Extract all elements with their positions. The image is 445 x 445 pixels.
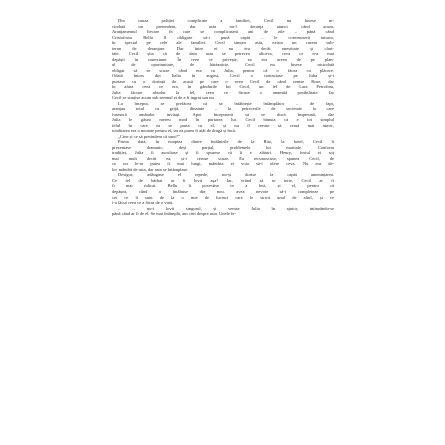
paragraph — [112, 206, 334, 217]
paragraph — [112, 18, 334, 101]
text-line: ul de oportunitate, de hărăznicie. Cecil nu fusese niciodată — [112, 62, 334, 68]
text-line: Odată întors din Italia în august, Cecil o contactase pe Julia și-i — [112, 73, 334, 79]
text-line: loc mândră de asta, dar asta se întâmplase. — [112, 166, 189, 172]
text-line: Din cauza poliției complicate a familiei, Cecil nu fusese ni- — [118, 18, 334, 23]
text-line: prezentase dramatic, deși parțial, problemele lui maritale. Conform — [112, 144, 334, 150]
text-line: purtase cu o dorință de acasă pe care o avea Cecil de când venise Rose, dar — [112, 78, 334, 84]
text-line: tate. Cecil știa că de data asta se petrecea altceva, ceva ce n-a mai — [112, 51, 334, 57]
text-line: în afara ceea ce era, în gândurile lui Cecil, un fel de Lara Petrofina, — [112, 84, 334, 90]
text-line: obligat să se scuze când era cu Julia, pentru că o făcea cu plăcere. — [112, 67, 334, 73]
text-line: Cristoforus Bellu îl obligase să-i pună capăt – le conveniseră tuturor, — [112, 34, 334, 40]
text-line: mai mult decât ea, și-i ceruse scuze. Ea recunoscuse, spunea Cecil, de — [112, 155, 334, 161]
text-line: i-a făcut ceea ce a făcut de o vină. — [112, 200, 174, 206]
body-text — [112, 18, 334, 217]
text-line: până când ar fi de el. Se mai întâmplă, am citit despre asta. Unele fe- — [112, 211, 236, 217]
text-line: fuseseră amândoi invitați. Apoi începuseră să se ducă împreună, dar — [112, 111, 334, 117]
text-line: aranjau totul cu grijă, dinainte – la petrecerile de societate la care — [112, 106, 334, 112]
text-line: ciodată un pretendent, dar asta nu-l deranja atunci când acum, — [112, 23, 334, 29]
text-line: depășea, când o întâlnise din nou, avea nevoie să-i completeze pe — [112, 188, 334, 194]
text-line: fi mai ridicat. Bellu îi povestise ce a fost, și el, pentru că — [112, 183, 334, 189]
text-line: – ... nu-i lovit singurul, și venise Julia în ajutor, intinzându-se — [118, 205, 334, 211]
text-line: Prima dată, în noaptea dintre întâlnirile de la Ritz, la hotel, Cecil îi — [118, 139, 334, 145]
text-line: depășit în conexiune. În ceea ce privește, ea era aceea de pe plan- — [112, 56, 334, 62]
text-line: totalitatea era o noutate pentru el, iar ea putea fi atât de dragă și încă. — [112, 128, 236, 134]
text-line: Desigur, adăugase el repede, nu-și dorise la capăt amenințarea. — [118, 172, 334, 178]
text-line: Aranjamentul fiecare în care se complicaseră ani de zile – până când — [112, 29, 334, 35]
text-line: Julia le găsea mereu mod în purtarea lui. Cecil bănuia că e tot simplul — [112, 117, 334, 123]
text-line: Julia făcuse absolut la fel, ceea ce făcuse o anumită posibilitate. Iar — [112, 89, 334, 95]
text-line: teran de deranjare. Dar între ei nu era decât onestitate și clari- — [112, 45, 334, 51]
paragraph — [112, 172, 334, 205]
text-line: felul în care ea se purta cu el, și nu îl ceruse să ceară mai nimic, — [112, 122, 334, 128]
text-line: cei ce îi sunt de la o mie de lucruri care le strică unul de altul, și ce — [112, 194, 334, 200]
paragraph — [112, 101, 334, 134]
paragraph — [112, 139, 334, 172]
text-line: La început, se prefăcea că se întâlnește întâmplător – de fapt, — [118, 100, 334, 106]
text-line: în special pe cele ale familiei. Cecil simțea asta, exista un curent sub- — [112, 40, 334, 46]
text-line: Ce fel de bărbat ar fi lovit așa? Iar, vrând să se ierte, Cecil ar fi — [112, 177, 334, 183]
text-line: ce nu le-ar putea fi mai lungi, mândria ei voia să-i ofere ceva. Nu era de- — [112, 161, 334, 167]
text-line: Cecil se simțise acum sub semnul ei de a fi ingrat sau nu. — [112, 95, 215, 101]
text-line: „Cine și ce să pretindem că sunt?” — [118, 133, 180, 139]
text-line: tradiției, Julia îi ascultase și îi spusese că îi e alături. Henry, fostul ei soț — [112, 150, 334, 156]
